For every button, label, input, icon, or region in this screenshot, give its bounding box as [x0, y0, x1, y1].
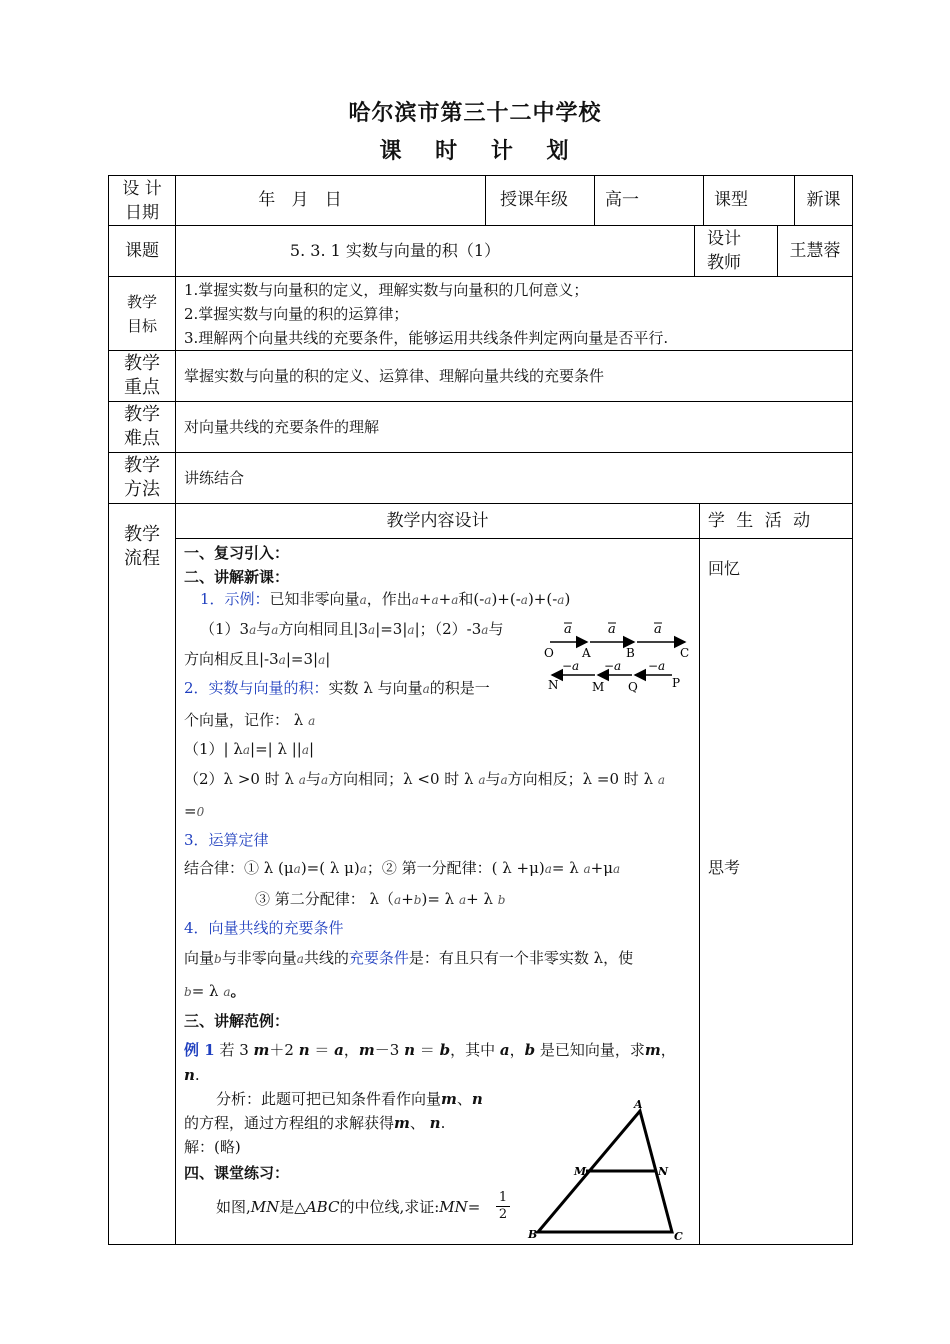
fraction-denominator: 2 — [498, 1207, 508, 1222]
line-direction-1: （1）3a与a方向相同且|3a|=3|a|；（2）-3a与 — [200, 620, 504, 638]
teacher-label: 设计 教师 — [707, 229, 741, 273]
teacher-value: 王慧蓉 — [789, 241, 841, 261]
vec-label-a: a — [608, 622, 616, 637]
tri-point-B: B — [528, 1228, 538, 1241]
heading-laws: 3．运算定律 — [184, 831, 269, 849]
section-examples: 三、讲解范例： — [184, 1012, 290, 1030]
line-zero: =0 — [184, 802, 205, 820]
type-label: 课型 — [714, 190, 748, 210]
activity-recall: 回忆 — [708, 559, 741, 578]
fraction-half — [496, 1190, 510, 1223]
line-notation: 个向量，记作： λ a — [184, 711, 316, 729]
school-title: 哈尔滨市第三十二中学校 — [348, 100, 602, 126]
tri-point-N: N — [658, 1165, 669, 1178]
method-value: 讲练结合 — [184, 469, 245, 487]
vec-label-a: a — [654, 622, 662, 637]
section-review: 一、复习引入： — [184, 544, 290, 562]
point-P: P — [672, 676, 681, 690]
triangle-diagram — [522, 1095, 694, 1243]
vec-label-neg-a: −a — [648, 659, 666, 673]
point-M: M — [592, 680, 605, 694]
line-distributive: ③ 第二分配律： λ（a+b)= λ a+ λ b — [255, 890, 506, 908]
vec-label-neg-a: −a — [562, 659, 580, 673]
difficult-label: 教学 难点 — [124, 404, 160, 449]
line-practice: 如图,MN是△ABC的中位线,求证:MN= — [216, 1198, 481, 1216]
line-analysis-2: 的方程，通过方程组的求解获得m、 n. — [184, 1114, 446, 1132]
topic-value: 5. 3. 1 实数与向量的积（1） — [289, 241, 501, 260]
line-example: 1．示例：已知非零向量a，作出a+a+a和(-a)+(-a)+(-a) — [200, 590, 571, 608]
key-value: 掌握实数与向量的积的定义、运算律、理解向量共线的充要条件 — [184, 367, 605, 385]
heading-collinear: 4．向量共线的充要条件 — [184, 919, 344, 937]
line-collinear-eq: b= λ a。 — [184, 982, 246, 1000]
vector-diagram — [540, 615, 698, 695]
point-C: C — [680, 646, 690, 660]
line-magnitude: （1）| λa|=| λ ||a| — [184, 740, 315, 758]
cell-activity-body — [699, 538, 853, 1245]
line-direction-2: 方向相反且|-3a|=3|a| — [184, 650, 331, 668]
point-N: N — [548, 678, 559, 692]
type-value: 新课 — [806, 190, 841, 210]
cell-method-value — [175, 452, 853, 504]
point-A: A — [582, 646, 591, 660]
activity-header: 学 生 活 动 — [707, 511, 811, 531]
goals-label: 教学 目标 — [126, 293, 157, 335]
design-date-label: 设 计 日期 — [122, 179, 162, 223]
section-new: 二、讲解新课： — [184, 568, 290, 586]
plan-title: 课 时 计 划 — [379, 138, 571, 164]
flow-label: 教学 流程 — [124, 524, 160, 569]
key-label: 教学 重点 — [124, 353, 160, 398]
grade-value: 高一 — [605, 190, 639, 210]
goal-item: 3.理解两个向量共线的充要条件，能够运用共线条件判定两向量是否平行. — [184, 329, 669, 347]
point-O: O — [544, 646, 554, 660]
date-value: 年 月 日 — [258, 190, 342, 210]
section-practice: 四、课堂练习： — [184, 1164, 290, 1182]
fraction-numerator: 1 — [496, 1190, 510, 1207]
topic-label: 课题 — [125, 241, 159, 261]
content-header: 教学内容设计 — [386, 511, 489, 531]
line-collinear: 向量b与非零向量a共线的充要条件是：有且只有一个非零实数 λ，使 — [184, 949, 634, 967]
activity-think: 思考 — [708, 858, 741, 877]
vec-label-neg-a: −a — [604, 659, 622, 673]
difficult-value: 对向量共线的充要条件的理解 — [184, 418, 380, 436]
line-solution: 解：(略) — [184, 1138, 241, 1156]
goal-item: 1.掌握实数与向量积的定义，理解实数与向量积的几何意义； — [184, 281, 589, 299]
line-example-1: 例 1 若 3 m＋2 n ＝ a，m－3 n ＝ b，其中 a，b 是已知向量，求m， — [184, 1041, 676, 1059]
tri-point-M: M — [574, 1165, 587, 1178]
line-analysis-1: 分析：此题可把已知条件看作向量m、n — [216, 1090, 483, 1108]
line-example-1b: n. — [184, 1066, 200, 1084]
line-direction-cases: （2）λ >0 时 λ a与a方向相同；λ <0 时 λ a与a方向相反；λ =0 时 λ a — [184, 770, 666, 788]
goal-item: 2.掌握实数与向量的积的运算律； — [184, 305, 409, 323]
tri-point-C: C — [674, 1230, 683, 1243]
vec-label-a: a — [564, 622, 572, 637]
line-definition: 2．实数与向量的积：实数 λ 与向量a的积是一 — [184, 679, 490, 697]
point-Q: Q — [628, 680, 638, 694]
method-label: 教学 方法 — [124, 455, 160, 500]
cell-flow-label — [108, 503, 176, 1245]
tri-point-A: A — [634, 1098, 643, 1111]
point-B: B — [626, 646, 635, 660]
grade-label: 授课年级 — [500, 190, 568, 210]
line-associative: 结合律：① λ (μa)=( λ μ)a；② 第一分配律：( λ +μ)a= λ a+μa — [184, 859, 621, 877]
